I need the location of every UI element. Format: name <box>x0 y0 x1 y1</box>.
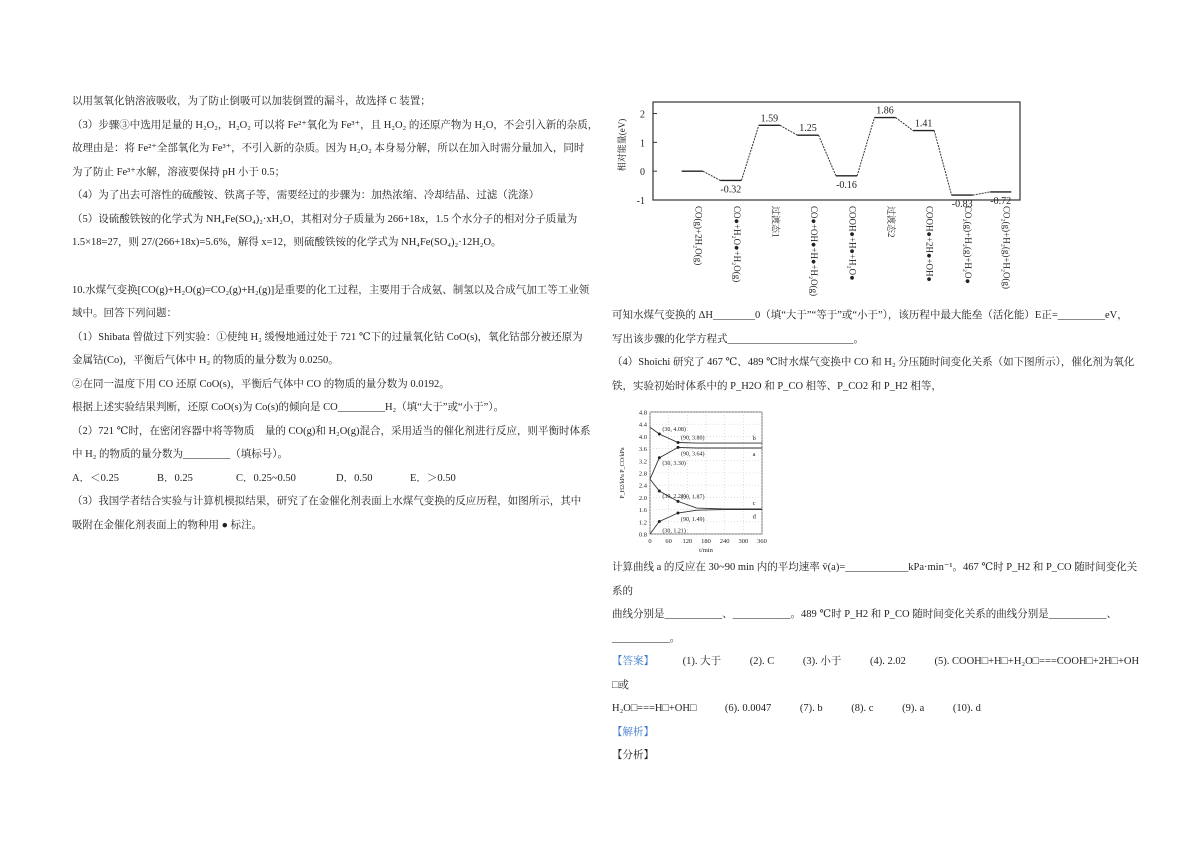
question-text: 吸附在金催化剂表面上的物种用 ● 标注。 <box>72 519 263 531</box>
x-tick-label: 180 <box>701 538 711 545</box>
data-point <box>677 511 680 514</box>
answer-item: (6). 0.0047 <box>724 703 772 714</box>
data-point <box>658 489 661 492</box>
connector-line <box>857 118 874 176</box>
right-column <box>612 98 1140 768</box>
text-line: 故理由是：将 Fe²⁺全部氧化为 Fe³⁺，不引入新的杂质。因为 H₂O₂ 本身易分解，所以在加入时需分量加入，同时 <box>72 143 585 154</box>
answer-item: (2). C <box>749 656 775 667</box>
data-point <box>677 500 680 503</box>
option-a: A．＜0.25 <box>72 472 119 484</box>
connector-line <box>741 125 758 180</box>
answer-label: 【答案】 <box>612 656 654 667</box>
series-label-a: a <box>752 450 756 458</box>
x-category-label: CO₂(g)+H₂(g)+H₂O● <box>963 206 974 284</box>
point-annotation: (90, 3.64) <box>681 451 705 458</box>
connector-line <box>703 171 720 180</box>
data-point <box>677 446 680 449</box>
x-axis-label: t/min <box>699 547 713 554</box>
text-line: （5）设硫酸铁铵的化学式为 NH₄Fe(SO₄)₂·xH₂O，其相对分子质量为 266+18x，1.5 个水分子的相对分子质量为 <box>72 213 578 225</box>
series-label-c: c <box>752 499 756 507</box>
data-label: 1.25 <box>799 123 817 135</box>
x-category-label: 过渡态1 <box>770 206 781 238</box>
question-10-text: 中 H₂ 的物质的量分数为_________（填标号）。 <box>72 449 288 460</box>
answer-item: (1). 大于 <box>682 656 722 667</box>
data-label: -0.72 <box>990 195 1012 207</box>
answer-item: (7). b <box>799 703 823 714</box>
y-tick-label: 4.0 <box>638 433 647 441</box>
text-line: （3）步骤③中选用足量的 H₂O₂，H₂O₂ 可以将 Fe²⁺氧化为 Fe³⁺，且 H₂O₂ 的还原产物为 H₂O，不会引入新的杂质， <box>72 119 599 131</box>
text-line: ___________。 <box>612 632 681 644</box>
x-category-label: COOH●+2H●+OH● <box>924 206 935 282</box>
y-tick-label: 2.4 <box>638 482 647 490</box>
question-10-text: （2）721 ℃时，在密闭容器中将等物质 量的 CO(g)和 H₂O(g)混合，采用适当的催化剂进行反应，则平衡时体系 <box>72 425 591 437</box>
question-10-text: 10.水煤气变换[CO(g)+H₂O(g)=CO₂(g)+H₂(g)]是重要的化工过程，主要用于合成氨、制氢以及合成气加工等工业领 <box>72 284 590 296</box>
text-line: 曲线分别是___________、___________。489 ℃时 P_H2 和 P_CO 随时间变化关系的曲线分别是___________、 <box>612 609 1117 620</box>
answer-row <box>612 650 1140 697</box>
connector-line <box>896 118 913 131</box>
connector-line <box>934 131 951 196</box>
x-category-label: 过渡态2 <box>886 206 897 238</box>
series-label-b: b <box>752 435 756 443</box>
x-category-label: COOH●+H●+H₂O● <box>847 206 858 281</box>
text-line: （4）为了出去可溶性的硫酸铵、铁离子等，需要经过的步骤为：加热浓缩、冷却结晶、过滤（洗涤） <box>72 190 540 201</box>
data-point <box>658 432 661 435</box>
y-tick-label: 2.0 <box>638 494 647 502</box>
pressure-time-chart <box>612 406 782 556</box>
question-10-text: （1）Shibata 曾做过下列实验：①使纯 H₂ 缓慢地通过处于 721 ℃下的过量氧化钴 CoO(s)，氧化钴部分被还原为 <box>72 331 583 343</box>
question-10-text: 根据上述实验结果判断，还原 CoO(s)为 Co(s)的倾向是 CO_________H₂（填“大于”或“小于”）。 <box>72 402 505 413</box>
series-label-d: d <box>752 513 756 521</box>
y-tick-label: 2 <box>640 109 645 121</box>
x-category-label: CO●+H₂O●+H₂O(g) <box>731 206 742 283</box>
connector-line <box>973 192 990 195</box>
text-line: 1.5×18=27，则 27/(266+18x)=5.6%，解得 x=12，则硫酸铁铵的化学式为 NH₄Fe(SO₄)₂·12H₂O。 <box>72 237 502 248</box>
left-column <box>72 90 602 537</box>
answer-item: (9). a <box>902 703 925 714</box>
option-c: C．0.25~0.50 <box>236 472 296 484</box>
y-axis-label: 相对能量(eV) <box>617 118 627 172</box>
connector-line <box>819 135 836 176</box>
x-tick-label: 360 <box>757 538 767 545</box>
x-category-label: CO●+OH●+H●+H₂O(g) <box>808 206 819 297</box>
text-line: 铁，实验初始时体系中的 P_H2O 和 P_CO 相等、P_CO2 和 P_H2 相等， <box>612 380 942 392</box>
fenxi-label: 【分析】 <box>612 750 654 761</box>
data-label: 1.59 <box>760 113 779 125</box>
x-category-label: CO(g)+2H₂O(g) <box>693 206 704 266</box>
y-tick-label: 4.4 <box>638 421 647 429</box>
x-category-label: CO₂(g)+H₂(g)+H₂O(g) <box>1001 206 1012 290</box>
y-axis-label: P_H2/kPa P_CO/kPa <box>620 447 626 499</box>
y-tick-label: 1 <box>640 138 645 150</box>
question-10-text: ②在同一温度下用 CO 还原 CoO(s)，平衡后气体中 CO 的物质的量分数为 0.0192。 <box>72 378 450 390</box>
answer-item: (4). 2.02 <box>870 656 906 667</box>
data-label: -0.32 <box>720 184 742 196</box>
point-annotation: (90, 3.80) <box>681 435 705 442</box>
analysis-label: 【解析】 <box>612 726 654 738</box>
text-line: 以用氢氧化钠溶液吸收，为了防止倒吸可以加装倒置的漏斗，故选择 C 装置； <box>72 96 431 107</box>
question-text: （3）我国学者结合实验与计算机模拟结果，研究了在金催化剂表面上水煤气变换的反应历程，如图所示，其中 <box>72 496 582 507</box>
y-tick-label: 2.8 <box>638 470 647 478</box>
data-point <box>677 441 680 444</box>
question-10-text: 金属钴(Co)，平衡后气体中 H₂ 的物质的量分数为 0.0250。 <box>72 355 339 366</box>
answer-item: H₂O□===H□+OH□ <box>612 703 697 714</box>
option-b: B．0.25 <box>157 472 193 484</box>
point-annotation: (90, 1.49) <box>681 516 705 523</box>
point-annotation: (90, 1.87) <box>681 494 705 501</box>
question-10-text: 域中。回答下列问题： <box>72 308 177 319</box>
y-tick-label: 3.6 <box>638 446 647 454</box>
answer-row <box>612 697 1140 721</box>
y-tick-label: 0 <box>640 167 645 179</box>
data-point <box>658 456 661 459</box>
point-annotation: (30, 2.21) <box>662 493 686 500</box>
point-annotation: (30, 4.08) <box>662 426 686 433</box>
x-tick-label: 120 <box>682 538 693 545</box>
y-tick-label: 1.2 <box>638 519 647 527</box>
answer-item: (3). 小于 <box>802 656 842 667</box>
energy-profile-chart <box>605 98 1045 304</box>
option-d: D．0.50 <box>336 472 373 484</box>
text-line: 可知水煤气变换的 ΔH________0（填“大于”“等于”或“小于”），该历程中最大能垒（活化能）E正=_________eV， <box>612 310 1128 321</box>
y-tick-label: 0.8 <box>638 531 647 539</box>
point-annotation: (30, 1.21) <box>662 528 686 535</box>
x-tick-label: 60 <box>665 538 672 545</box>
option-e: E．＞0.50 <box>410 472 456 484</box>
data-label: 1.41 <box>914 118 933 130</box>
answer-item: (5). COOH□+H□+H₂O□===COOH□+2H□+OH□或 <box>612 656 1140 691</box>
y-tick-label: 1.6 <box>638 507 647 515</box>
answer-item: (8). c <box>851 703 874 714</box>
answer-item: (10). d <box>952 703 981 714</box>
text-line: 写出该步骤的化学方程式________________________。 <box>612 333 864 345</box>
connector-line <box>780 125 797 135</box>
data-point <box>658 520 661 523</box>
y-tick-label: -1 <box>636 196 645 207</box>
data-label: -0.83 <box>951 199 973 211</box>
x-tick-label: 240 <box>719 538 730 545</box>
text-line: （4）Shoichi 研究了 467 ℃、489 ℃时水煤气变换中 CO 和 H₂ 分压随时间变化关系（如下图所示），催化剂为氧化 <box>612 357 1135 368</box>
data-label: -0.16 <box>836 179 857 191</box>
y-tick-label: 4.8 <box>638 409 647 417</box>
x-tick-label: 0 <box>648 538 652 545</box>
text-line: 计算曲线 a 的反应在 30~90 min 内的平均速率 v̄(a)=____________kPa·min⁻¹。467 ℃时 P_H2 和 P_CO 随时间变化关系的 <box>612 562 1138 597</box>
point-annotation: (30, 3.30) <box>662 460 686 467</box>
options-row <box>72 467 602 491</box>
data-label: 1.86 <box>876 105 894 117</box>
x-tick-label: 300 <box>738 538 749 545</box>
y-tick-label: 3.2 <box>638 458 647 466</box>
text-line: 为了防止 Fe³⁺水解，溶液要保持 pH 小于 0.5； <box>72 166 286 178</box>
